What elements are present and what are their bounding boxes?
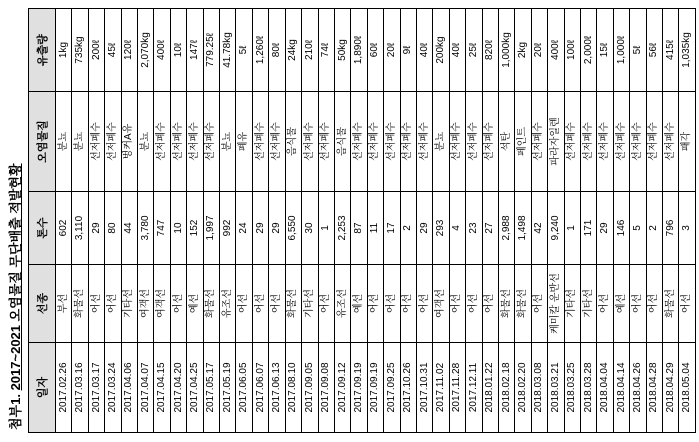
cell-date: 2017.09.08 [318,343,334,433]
cell-date: 2018.03.28 [581,343,597,433]
cell-amount: 1,035kg [679,9,696,92]
cell-pollutant: 음식물 [334,92,350,192]
cell-pollutant: 폐유 [236,92,252,192]
cell-date: 2017.06.05 [236,343,252,433]
cell-pollutant: 분뇨 [72,92,88,192]
cell-amount: 779.25ℓ [203,9,219,92]
table-row [531,9,547,433]
cell-tonnage: 2 [646,192,662,265]
cell-date: 2018.04.28 [646,343,662,433]
cell-ship-type: 어선 [630,265,646,343]
header-row [29,9,56,433]
cell-amount: 2,070kg [138,9,154,92]
table-row [466,9,482,433]
cell-date: 2017.05.17 [203,343,219,433]
cell-ship-type: 어선 [597,265,613,343]
cell-amount: 40ℓ [449,9,465,92]
cell-pollutant: 패각 [679,92,696,192]
cell-pollutant: 선저폐수 [597,92,613,192]
cell-pollutant: 선저폐수 [663,92,679,192]
cell-pollutant: 선저폐수 [269,92,285,192]
cell-date: 2017.11.28 [449,343,465,433]
table-row [351,9,367,433]
cell-ship-type: 기타선 [581,265,597,343]
cell-amount: 74ℓ [318,9,334,92]
cell-amount: 120ℓ [121,9,137,92]
cell-ship-type: 화물선 [285,265,301,343]
cell-tonnage: 23 [466,192,482,265]
table-row [564,9,580,433]
table-row [581,9,597,433]
cell-date: 2018.03.08 [531,343,547,433]
cell-ship-type: 어선 [170,265,186,343]
table-row [56,9,72,433]
table-row [515,9,531,433]
header-ship-type: 선종 [29,265,56,343]
cell-ship-type: 어선 [384,265,400,343]
cell-amount: 20ℓ [531,9,547,92]
table-row [269,9,285,433]
cell-ship-type: 어선 [531,265,547,343]
cell-amount: 1,260ℓ [252,9,268,92]
cell-pollutant: 선저폐수 [531,92,547,192]
cell-tonnage: 10 [170,192,186,265]
cell-amount: 24kg [285,9,301,92]
cell-amount: 40ℓ [416,9,432,92]
cell-date: 2017.03.24 [105,343,121,433]
cell-tonnage: 80 [105,192,121,265]
table-row [449,9,465,433]
cell-amount: 100ℓ [564,9,580,92]
cell-pollutant: 페인트 [515,92,531,192]
cell-tonnage: 152 [187,192,203,265]
cell-pollutant: 분뇨 [433,92,449,192]
cell-pollutant: 선저폐수 [581,92,597,192]
cell-date: 2017.09.25 [384,343,400,433]
cell-amount: 15ℓ [597,9,613,92]
cell-ship-type: 어선 [482,265,498,343]
cell-ship-type: 케미칼 운반선 [548,265,564,343]
cell-ship-type: 어선 [236,265,252,343]
cell-pollutant: 선저폐수 [252,92,268,192]
cell-amount: 200ℓ [88,9,104,92]
cell-tonnage: 4 [449,192,465,265]
cell-tonnage: 293 [433,192,449,265]
cell-ship-type: 어선 [679,265,696,343]
cell-pollutant: 선저폐수 [351,92,367,192]
cell-pollutant: 선저폐수 [482,92,498,192]
cell-amount: 25ℓ [466,9,482,92]
header-amount: 유출량 [29,9,56,92]
cell-ship-type: 기타선 [121,265,137,343]
cell-date: 2017.04.25 [187,343,203,433]
cell-ship-type: 기타선 [564,265,580,343]
cell-tonnage: 29 [416,192,432,265]
cell-tonnage: 29 [597,192,613,265]
cell-date: 2017.02.26 [56,343,72,433]
cell-tonnage: 42 [531,192,547,265]
table-row [334,9,350,433]
cell-tonnage: 29 [269,192,285,265]
cell-amount: 2kg [515,9,531,92]
cell-ship-type: 어선 [88,265,104,343]
cell-date: 2017.04.20 [170,343,186,433]
cell-date: 2017.03.17 [88,343,104,433]
table-row [630,9,646,433]
cell-ship-type: 어선 [416,265,432,343]
table-header [29,9,56,433]
cell-ship-type: 여객선 [138,265,154,343]
cell-ship-type: 화물선 [515,265,531,343]
cell-ship-type: 부선 [56,265,72,343]
cell-amount: 1kg [56,9,72,92]
cell-amount: 50kg [334,9,350,92]
cell-amount: 400ℓ [548,9,564,92]
cell-date: 2017.12.11 [466,343,482,433]
cell-ship-type: 어선 [252,265,268,343]
table-row [613,9,629,433]
cell-pollutant: 선저폐수 [302,92,318,192]
table-row [416,9,432,433]
cell-amount: 820ℓ [482,9,498,92]
cell-tonnage: 3 [679,192,696,265]
table-row [646,9,662,433]
cell-ship-type: 유조선 [334,265,350,343]
cell-tonnage: 1 [564,192,580,265]
cell-amount: 400ℓ [154,9,170,92]
cell-amount: 735kg [72,9,88,92]
table-row [318,9,334,433]
cell-date: 2018.05.04 [679,343,696,433]
cell-ship-type: 유조선 [220,265,236,343]
cell-ship-type: 화물선 [498,265,514,343]
cell-date: 2017.11.02 [433,343,449,433]
violations-table [28,8,696,433]
cell-date: 2017.08.10 [285,343,301,433]
cell-pollutant: 선저폐수 [564,92,580,192]
cell-pollutant: 선저폐수 [466,92,482,192]
cell-date: 2017.05.19 [220,343,236,433]
cell-tonnage: 1,498 [515,192,531,265]
table-body [56,9,696,433]
cell-amount: 56ℓ [646,9,662,92]
cell-amount: 41.78kg [220,9,236,92]
document-title-prefix: 첨부1. [8,390,23,430]
table-row [154,9,170,433]
table-row [663,9,679,433]
cell-ship-type: 어선 [269,265,285,343]
table-row [187,9,203,433]
cell-tonnage: 9,240 [548,192,564,265]
document-title-main: 2017~2021 오염물질 무단배출 적발현황 [8,163,23,391]
cell-pollutant: 선저폐수 [170,92,186,192]
cell-amount: 20ℓ [384,9,400,92]
cell-ship-type: 어선 [400,265,416,343]
cell-tonnage: 11 [367,192,383,265]
table-row [433,9,449,433]
cell-amount: 210ℓ [302,9,318,92]
cell-amount: 5ℓ [236,9,252,92]
cell-ship-type: 여객선 [433,265,449,343]
header-date: 일자 [29,343,56,433]
cell-tonnage: 747 [154,192,170,265]
cell-date: 2018.01.22 [482,343,498,433]
cell-ship-type: 어선 [105,265,121,343]
table-row [384,9,400,433]
cell-pollutant: 선저폐수 [613,92,629,192]
cell-date: 2018.04.26 [630,343,646,433]
cell-ship-type: 화물선 [663,265,679,343]
cell-tonnage: 146 [613,192,629,265]
cell-ship-type: 예선 [187,265,203,343]
cell-date: 2018.02.20 [515,343,531,433]
cell-amount: 1,890ℓ [351,9,367,92]
cell-pollutant: 선저폐수 [88,92,104,192]
cell-ship-type: 어선 [318,265,334,343]
cell-pollutant: 선저폐수 [318,92,334,192]
cell-amount: 147ℓ [187,9,203,92]
cell-date: 2018.04.04 [597,343,613,433]
cell-date: 2017.04.06 [121,343,137,433]
table-row [88,9,104,433]
header-pollutant: 오염물질 [29,92,56,192]
cell-ship-type: 어선 [466,265,482,343]
cell-tonnage: 602 [56,192,72,265]
cell-tonnage: 3,780 [138,192,154,265]
cell-amount: 45ℓ [105,9,121,92]
cell-ship-type: 예선 [351,265,367,343]
cell-amount: 80ℓ [269,9,285,92]
cell-amount: 1,000ℓ [613,9,629,92]
cell-pollutant: 파라자일렌 [548,92,564,192]
cell-pollutant: 석탄 [498,92,514,192]
cell-tonnage: 29 [88,192,104,265]
header-tonnage: 톤수 [29,192,56,265]
cell-amount: 60ℓ [367,9,383,92]
document-title [5,163,24,430]
cell-amount: 200kg [433,9,449,92]
cell-amount: 415ℓ [663,9,679,92]
table-row [252,9,268,433]
cell-tonnage: 6,550 [285,192,301,265]
cell-date: 2017.06.13 [269,343,285,433]
cell-tonnage: 29 [252,192,268,265]
cell-date: 2017.04.07 [138,343,154,433]
cell-ship-type: 기타선 [302,265,318,343]
cell-tonnage: 2 [400,192,416,265]
cell-ship-type: 화물선 [72,265,88,343]
cell-pollutant: 선저폐수 [416,92,432,192]
cell-ship-type: 여객선 [154,265,170,343]
cell-pollutant: 선저폐수 [187,92,203,192]
cell-tonnage: 171 [581,192,597,265]
cell-date: 2018.04.29 [663,343,679,433]
table-row [548,9,564,433]
cell-pollutant: 선저폐수 [630,92,646,192]
cell-ship-type: 어선 [646,265,662,343]
cell-ship-type: 예선 [613,265,629,343]
cell-amount: 5ℓ [630,9,646,92]
table-row [203,9,219,433]
cell-pollutant: 선저폐수 [105,92,121,192]
cell-amount: 1,000kg [498,9,514,92]
cell-ship-type: 어선 [367,265,383,343]
cell-tonnage: 44 [121,192,137,265]
table-row [367,9,383,433]
table-row [170,9,186,433]
cell-date: 2017.10.26 [400,343,416,433]
table-row [400,9,416,433]
cell-pollutant: 분뇨 [220,92,236,192]
cell-pollutant: 선저폐수 [449,92,465,192]
table-row [236,9,252,433]
table-row [138,9,154,433]
cell-amount: 2,000ℓ [581,9,597,92]
cell-ship-type: 어선 [449,265,465,343]
cell-pollutant: 선저폐수 [203,92,219,192]
table-row [482,9,498,433]
cell-amount: 9ℓ [400,9,416,92]
cell-pollutant: 선저폐수 [384,92,400,192]
table-row [302,9,318,433]
cell-tonnage: 2,988 [498,192,514,265]
table-row [105,9,121,433]
table-row [121,9,137,433]
cell-pollutant: 선저폐수 [646,92,662,192]
cell-pollutant: 선저폐수 [367,92,383,192]
cell-tonnage: 5 [630,192,646,265]
cell-tonnage: 992 [220,192,236,265]
cell-tonnage: 1,997 [203,192,219,265]
table-row [285,9,301,433]
table-row [679,9,696,433]
cell-date: 2017.03.16 [72,343,88,433]
cell-date: 2017.09.12 [334,343,350,433]
cell-tonnage: 796 [663,192,679,265]
cell-pollutant: 분뇨 [138,92,154,192]
cell-ship-type: 화물선 [203,265,219,343]
cell-date: 2017.04.15 [154,343,170,433]
cell-pollutant: 선저폐수 [154,92,170,192]
cell-date: 2017.10.31 [416,343,432,433]
cell-date: 2018.03.21 [548,343,564,433]
cell-tonnage: 87 [351,192,367,265]
cell-date: 2018.02.18 [498,343,514,433]
cell-date: 2017.09.19 [367,343,383,433]
cell-pollutant: 분뇨 [56,92,72,192]
cell-amount: 10ℓ [170,9,186,92]
table-row [597,9,613,433]
table-row [220,9,236,433]
table-row [498,9,514,433]
cell-tonnage: 30 [302,192,318,265]
cell-tonnage: 2,253 [334,192,350,265]
cell-date: 2017.09.19 [351,343,367,433]
cell-tonnage: 17 [384,192,400,265]
cell-pollutant: 음식물 [285,92,301,192]
table-row [72,9,88,433]
cell-date: 2017.09.05 [302,343,318,433]
cell-tonnage: 24 [236,192,252,265]
cell-date: 2018.03.25 [564,343,580,433]
cell-tonnage: 1 [318,192,334,265]
cell-date: 2018.04.14 [613,343,629,433]
cell-date: 2017.06.07 [252,343,268,433]
cell-tonnage: 27 [482,192,498,265]
cell-tonnage: 3,110 [72,192,88,265]
cell-pollutant: 선저폐수 [400,92,416,192]
cell-pollutant: 벙커A유 [121,92,137,192]
